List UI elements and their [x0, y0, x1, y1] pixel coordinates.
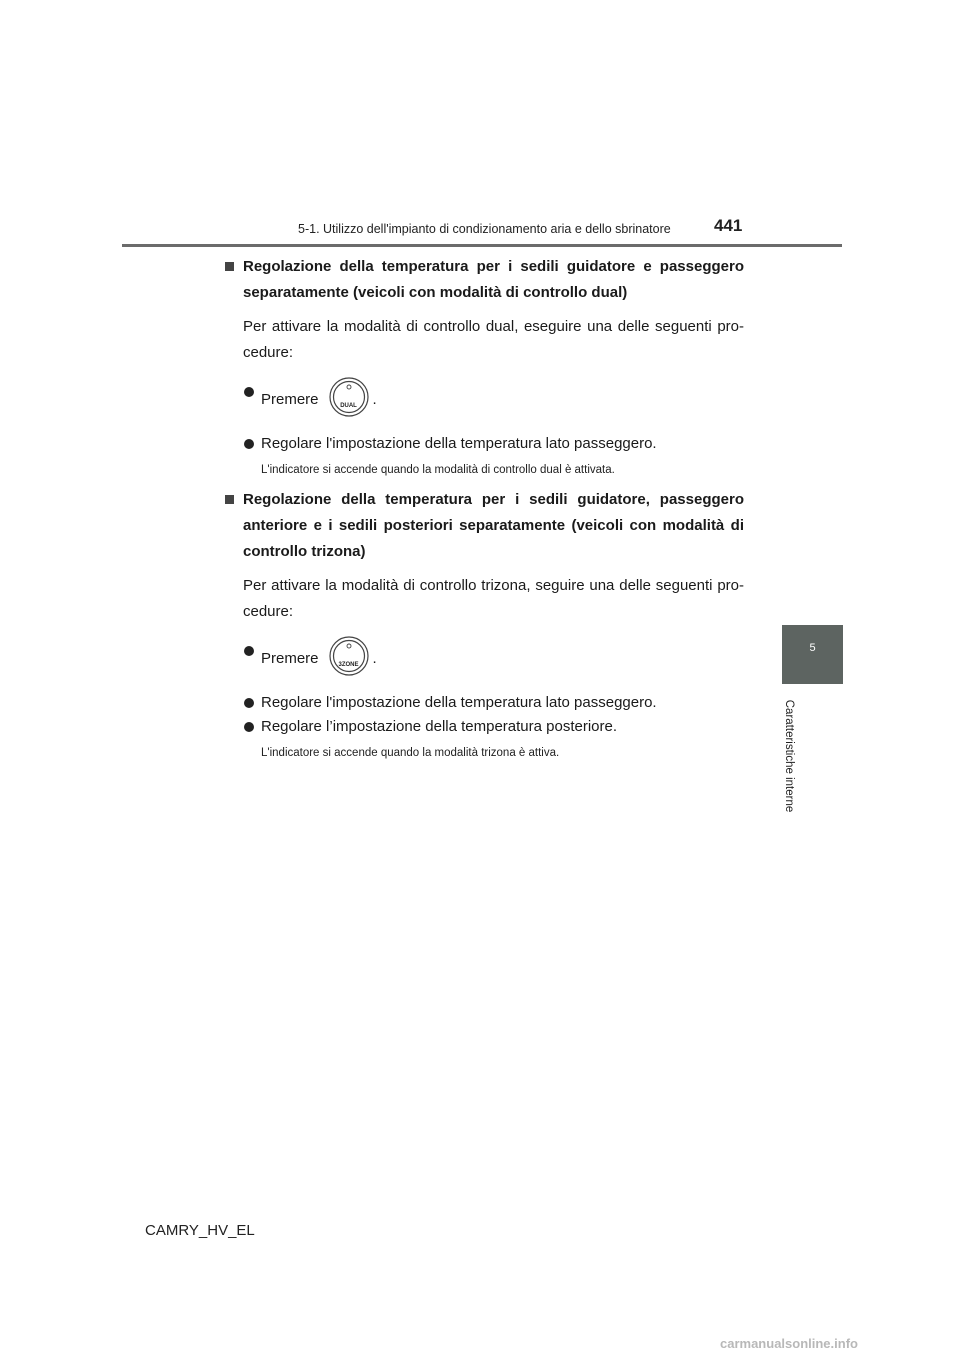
- dual-button-icon: DUAL: [329, 377, 369, 417]
- watermark: carmanualsonline.info: [720, 1336, 858, 1351]
- square-bullet-icon: [225, 262, 234, 271]
- page-number: 441: [714, 216, 743, 235]
- section-heading: Regolazione della temperatura per i sedili guidatore, passeggero anteriore e i sedili posteriori separatamente (veicoli con modalità di controllo trizona): [222, 487, 744, 565]
- 3zone-button-icon: 3ZONE: [329, 636, 369, 676]
- list-item: Premere DUAL .: [222, 380, 744, 420]
- bullet-dot-icon: [244, 698, 254, 708]
- bullet-dot-icon: [244, 722, 254, 732]
- list-item: Regolare l'impostazione della temperatura lato passeggero.: [222, 432, 744, 456]
- note-text: L'indicatore si accende quando la modalità trizona è attiva.: [261, 747, 560, 759]
- list-item: Regolare l’impostazione della temperatura posteriore.: [222, 715, 744, 739]
- section-intro: Per attivare la modalità di controllo dual, eseguire una delle seguenti pro-cedure:: [243, 318, 744, 361]
- square-bullet-icon: [225, 495, 234, 504]
- list-item: Premere 3ZONE .: [222, 639, 744, 679]
- header-divider: [122, 244, 842, 247]
- section-dual: [222, 254, 744, 476]
- document-code: CAMRY_HV_EL: [145, 1222, 255, 1239]
- list-item: Regolare l'impostazione della temperatura lato passeggero.: [222, 691, 744, 715]
- section-trizona: [222, 487, 744, 759]
- header-title: 5-1. Utilizzo dell'impianto di condizionamento aria e dello sbrinatore: [298, 222, 671, 236]
- note-text: L'indicatore si accende quando la modalità di controllo dual è attivata.: [261, 464, 615, 476]
- bullet-dot-icon: [244, 387, 254, 397]
- section-intro: Per attivare la modalità di controllo trizona, seguire una delle seguenti pro-cedure:: [243, 577, 744, 620]
- section-heading: Regolazione della temperatura per i sedili guidatore e passeggero separatamente (veicoli con modalità di controllo dual): [222, 254, 744, 306]
- chapter-label: Caratteristiche interne: [783, 699, 795, 812]
- bullet-dot-icon: [244, 646, 254, 656]
- chapter-tab: 5: [782, 625, 843, 684]
- bullet-dot-icon: [244, 439, 254, 449]
